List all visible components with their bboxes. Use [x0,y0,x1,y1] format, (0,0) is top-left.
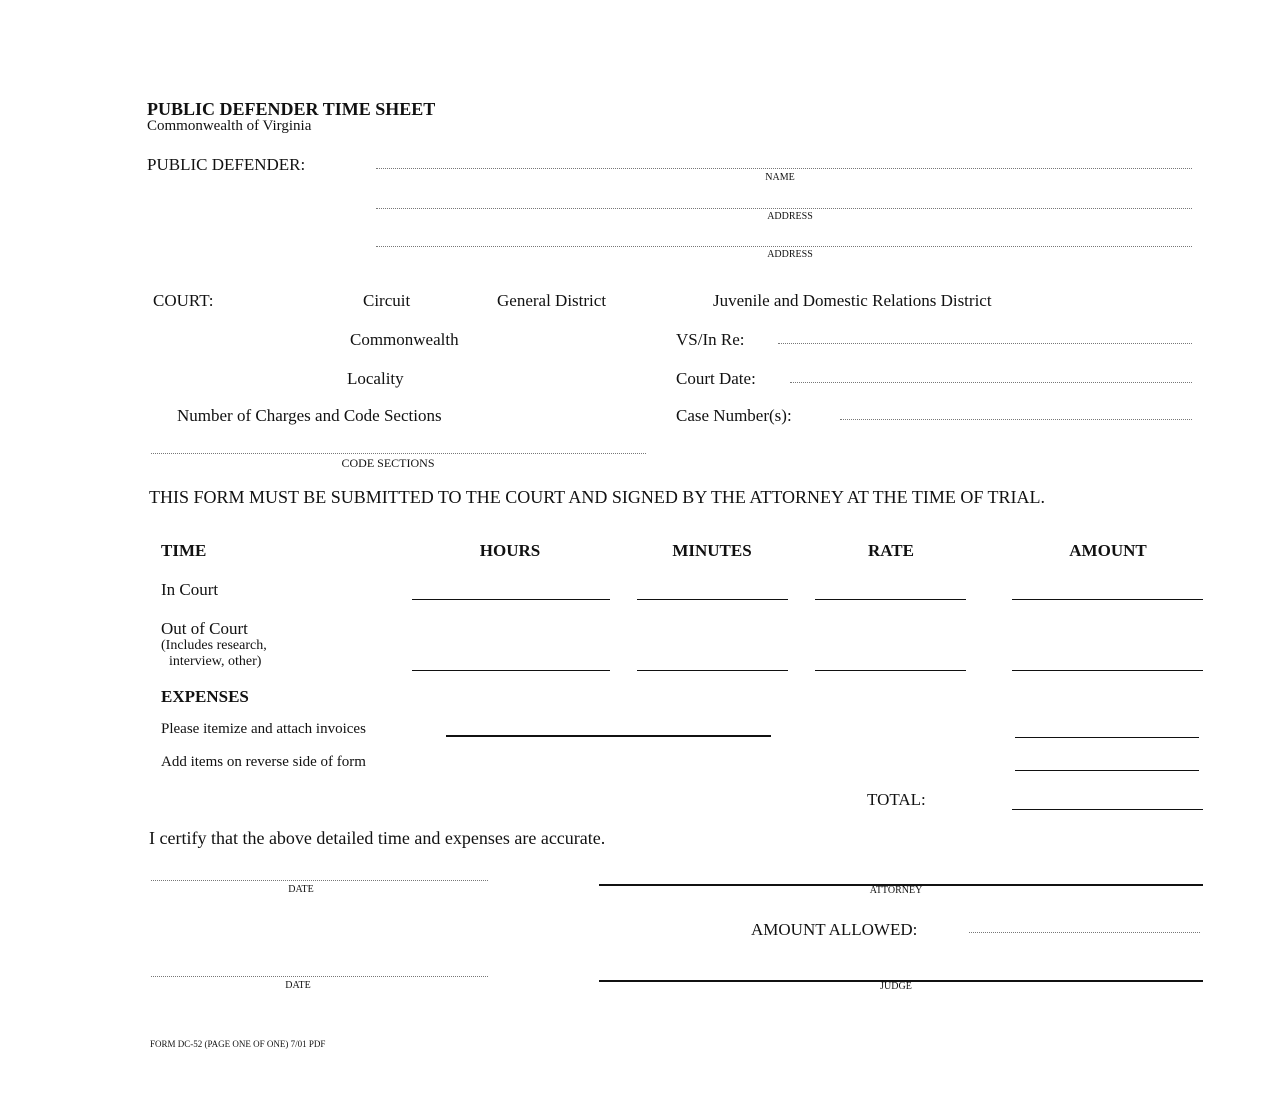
expenses-title: EXPENSES [161,687,249,706]
amount-allowed-label: AMOUNT ALLOWED: [751,920,918,939]
out-of-court-note-1: (Includes research, [161,638,267,653]
vs-field[interactable] [778,343,1192,344]
locality-label: Locality [347,369,404,388]
code-sections-caption: CODE SECTIONS [341,456,435,470]
header-minutes: MINUTES [672,541,752,560]
out-court-minutes-field[interactable] [637,670,788,671]
name-caption: NAME [765,172,795,183]
court-option-general-district[interactable]: General District [497,291,607,310]
out-of-court-note-2: interview, other) [169,654,262,669]
itemize-field[interactable] [446,735,771,737]
charges-label: Number of Charges and Code Sections [177,406,442,425]
date-field-1[interactable] [151,880,488,881]
court-option-juvenile[interactable]: Juvenile and Domestic Relations District [713,291,992,310]
public-defender-label: PUBLIC DEFENDER: [147,155,306,174]
form-footer: FORM DC-52 (PAGE ONE OF ONE) 7/01 PDF [150,1039,326,1049]
notice-text: THIS FORM MUST BE SUBMITTED TO THE COURT AND SIGNED BY THE ATTORNEY AT THE TIME OF TRIAL. [149,487,1046,507]
out-court-rate-field[interactable] [815,670,966,671]
code-sections-field[interactable] [151,453,646,454]
name-field[interactable] [376,168,1192,169]
address-field-1[interactable] [376,208,1192,209]
court-date-label: Court Date: [676,369,756,388]
date-field-2[interactable] [151,976,488,977]
address-caption-2: ADDRESS [767,249,813,260]
date-caption-2: DATE [285,980,311,991]
case-number-label: Case Number(s): [676,406,792,425]
expense-amount-field-1[interactable] [1015,737,1199,738]
judge-caption: JUDGE [880,981,912,992]
in-court-label: In Court [161,580,219,599]
in-court-rate-field[interactable] [815,599,966,600]
attorney-caption: ATTORNEY [869,885,923,896]
certify-text: I certify that the above detailed time and expenses are accurate. [149,828,606,848]
in-court-hours-field[interactable] [412,599,610,600]
out-court-hours-field[interactable] [412,670,610,671]
out-of-court-label: Out of Court [161,619,248,638]
in-court-minutes-field[interactable] [637,599,788,600]
address-field-2[interactable] [376,246,1192,247]
address-caption-1: ADDRESS [767,211,813,222]
page-title: PUBLIC DEFENDER TIME SHEET [147,99,436,119]
reverse-label: Add items on reverse side of form [161,754,366,770]
commonwealth-label: Commonwealth [350,330,459,349]
total-label: TOTAL: [867,790,926,809]
header-rate: RATE [868,541,914,560]
court-label: COURT: [153,291,214,310]
court-option-circuit[interactable]: Circuit [363,291,411,310]
in-court-amount-field[interactable] [1012,599,1203,600]
header-amount: AMOUNT [1069,541,1147,560]
total-field[interactable] [1012,809,1203,810]
itemize-label: Please itemize and attach invoices [161,721,366,737]
date-caption-1: DATE [288,884,314,895]
header-time: TIME [161,541,207,560]
court-date-field[interactable] [790,382,1192,383]
amount-allowed-field[interactable] [969,932,1200,933]
page-subtitle: Commonwealth of Virginia [147,118,312,134]
header-hours: HOURS [479,541,541,560]
out-court-amount-field[interactable] [1012,670,1203,671]
vs-label: VS/In Re: [676,330,745,349]
expense-amount-field-2[interactable] [1015,770,1199,771]
case-number-field[interactable] [840,419,1192,420]
